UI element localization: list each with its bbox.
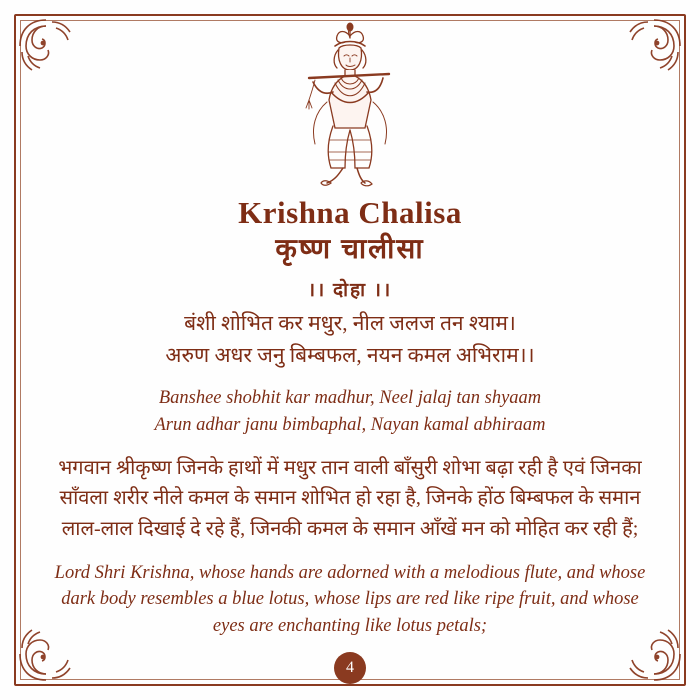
krishna-playing-flute-illustration-icon	[265, 20, 435, 192]
page-title-hindi: कृष्ण चालीसा	[275, 234, 425, 266]
meaning-hindi: भगवान श्रीकृष्ण जिनके हाथों में मधुर तान वाली बाँसुरी शोभा बढ़ा रही है एवं जिनका साँवला शरीर नीले कमल के समान शोभित हो रहा है, जिनके होंठ बिम्बफल के समान लाल-लाल दिखाई दे रहे हैं, जिनकी कमल के समान आँखें मन को मोहित कर रही हैं;	[58, 456, 642, 540]
transliteration-line-1: Banshee shobhit kar madhur, Neel jalaj tan shyaam	[158, 388, 542, 409]
page-number-badge: 4	[334, 652, 366, 684]
section-label-doha: ।। दोहा ।।	[307, 280, 393, 302]
meaning-english: Lord Shri Krishna, whose hands are adorned with a melodious flute, and whose dark body resembles a blue lotus, whose lips are red like ripe fruit, and whose eyes are enchanting like lotus petals;	[54, 563, 646, 636]
verse-hindi-line-2: अरुण अधर जनु बिम्बफल, नयन कमल अभिराम।।	[165, 342, 535, 367]
transliteration-line-2: Arun adhar janu bimbaphal, Nayan kamal abhiraam	[154, 415, 546, 436]
page-content	[44, 18, 656, 660]
page-title-english: Krishna Chalisa	[238, 195, 462, 230]
verse-hindi-line-1: बंशी शोभित कर मधुर, नील जलज तन श्याम।	[184, 311, 516, 336]
